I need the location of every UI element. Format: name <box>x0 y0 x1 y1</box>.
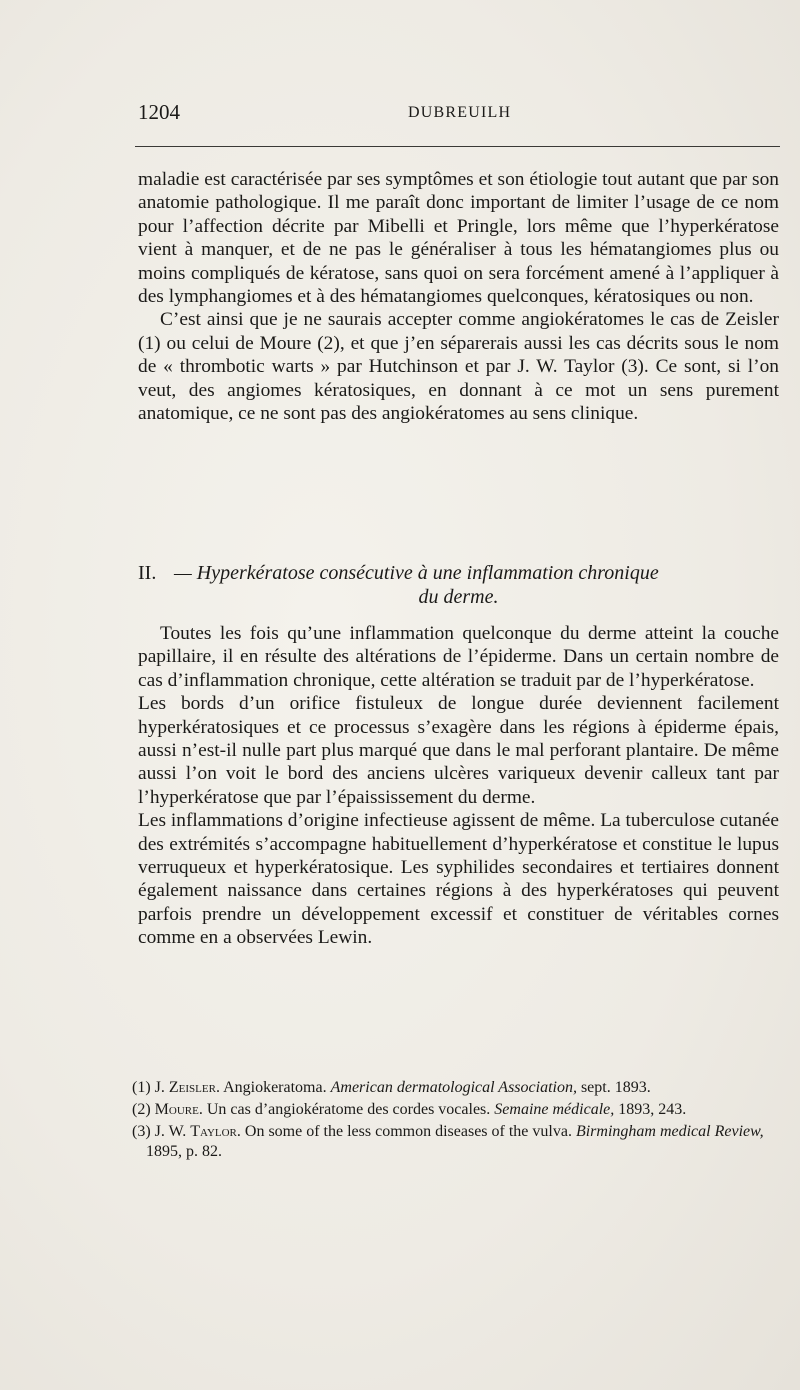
footnote-author: Moure. <box>154 1101 203 1118</box>
footnote <box>132 1122 792 1162</box>
footnote-marker: (1) J. <box>132 1079 165 1096</box>
page-header <box>138 100 778 130</box>
paragraph: Les bords d’un orifice fistuleux de longue durée deviennent facilement hyperkératosiques et ce processus s’exagère dans les régions à épiderme épais, aussi n’est-il nulle part plus marqué que dans le mal perforant plantaire. De même aussi l’on voit le bord des anciens ulcères variqueux devenir calleux tant par l’hyperkératose que par l’épaississement du derme. <box>138 693 779 808</box>
footnote-source: Semaine médicale, <box>494 1101 615 1118</box>
footnote <box>132 1078 792 1098</box>
footnote-text: Un cas d’angiokératome des cordes vocales. <box>206 1101 491 1118</box>
text-block-2 <box>138 622 779 950</box>
running-head: DUBREUILH <box>408 104 512 121</box>
footnote <box>132 1100 792 1120</box>
footnote-text: On some of the less common diseases of the vulva. <box>244 1123 572 1140</box>
footnote-tail: 1895, p. 82. <box>146 1143 222 1160</box>
footnote-author: Zeisler. <box>168 1079 220 1096</box>
footnote-tail: 1893, 243. <box>618 1101 687 1118</box>
footnote-tail: sept. 1893. <box>580 1079 651 1096</box>
header-rule <box>135 146 780 147</box>
section-title-line2: du derme. <box>418 586 499 608</box>
footnote-source: American dermatological Association, <box>330 1079 577 1096</box>
section-number: II. <box>138 562 157 584</box>
footnote-marker: (3) J. W. <box>132 1123 187 1140</box>
paragraph: maladie est caractérisée par ses symptômes et son étiologie tout autant que par son anatomie pathologique. Il me paraît donc important de limiter l’usage de ce nom pour l’affection décrite par Mibelli et Pringle, lors même que l’hyperkératose vient à manquer, et de ne pas le généraliser à tous les hématangiomes plus ou moins compliqués de kératose, sans quoi on sera forcément amené à l’appliquer à des lymphangiomes et à des hématangiomes quelconques, kératosiques ou non. <box>138 169 779 308</box>
footnote-text: Angiokeratoma. <box>223 1079 327 1096</box>
footnote-source: Birmingham medical Review, <box>575 1123 764 1140</box>
paragraph: Toutes les fois qu’une inflammation quelconque du derme atteint la couche papillaire, il en résulte des altérations de l’épiderme. Dans un certain nombre de cas d’inflammation chronique, cette altération se traduit par de l’hyperkératose. <box>138 623 779 691</box>
footnote-author: Taylor. <box>190 1123 241 1140</box>
paragraph: Les inflammations d’origine infectieuse agissent de même. La tuberculose cutanée des extrémités s’accompagne habituellement d’hyperkératose et constitue le lupus verruqueux et hyperkératosique. Les syphilides secondaires et tertiaires donnent également naissance dans certaines régions à des hyperkératoses qui peuvent parfois prendre un développement excessif et constituer de véritables cornes comme en a observées Lewin. <box>138 810 779 949</box>
paragraph: C’est ainsi que je ne saurais accepter comme angiokératomes le cas de Zeisler (1) ou celui de Moure (2), et que j’en séparerais aussi les cas décrits sous le nom de « thrombotic warts » par Hutchinson et par J. W. Taylor (3). Ce sont, si l’on veut, des angiomes kératosiques, en donnant à ce mot un sens purement anatomique, ce ne sont pas des angiokératomes au sens clinique. <box>138 309 779 425</box>
footnotes <box>132 1078 792 1164</box>
section-title-line1: — Hyperkératose consécutive à une inflammation chronique <box>174 562 659 584</box>
page-number: 1204 <box>138 100 180 124</box>
text-block-1 <box>138 168 779 425</box>
footnote-marker: (2) <box>132 1101 151 1118</box>
